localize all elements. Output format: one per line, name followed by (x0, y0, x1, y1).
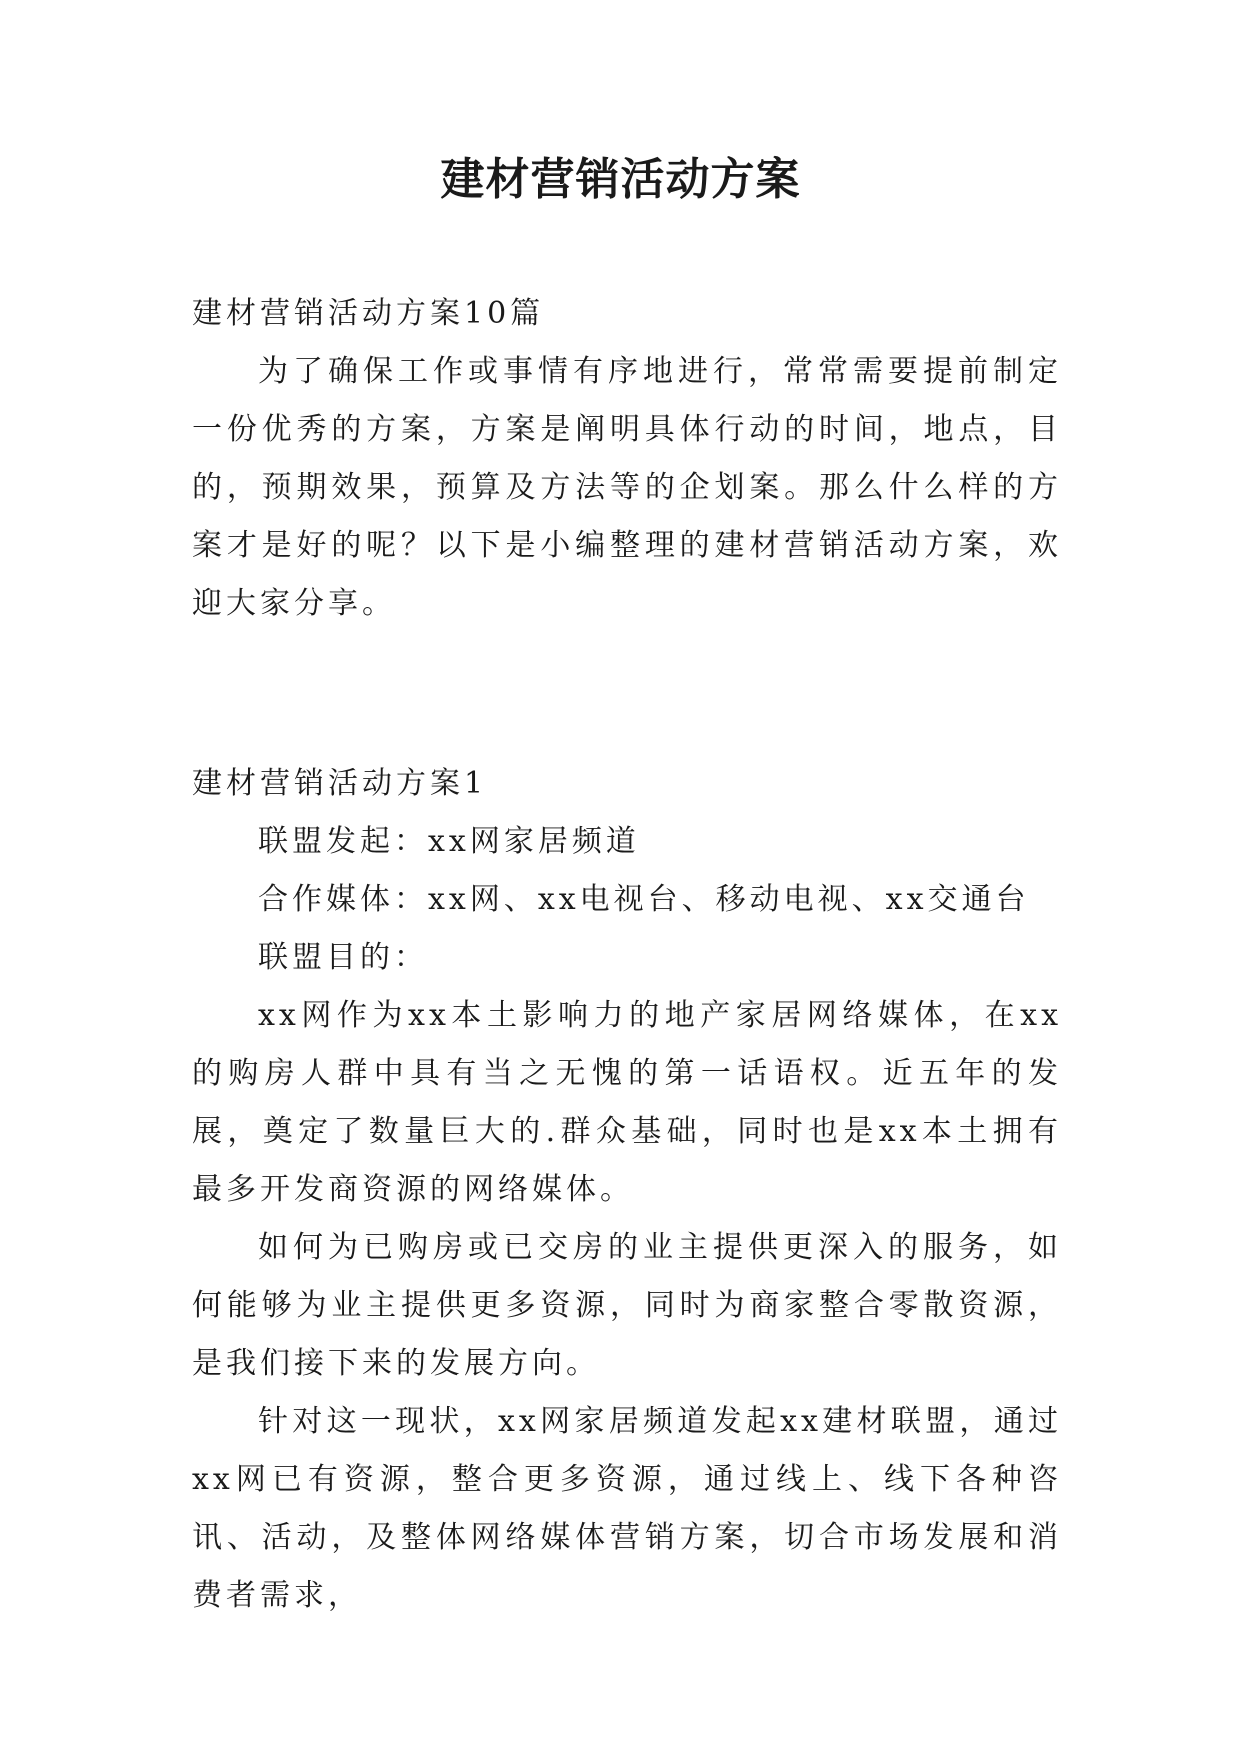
section-1-heading: 建材营销活动方案1 (192, 766, 488, 801)
collection-heading: 建材营销活动方案10篇 (192, 296, 545, 331)
body-paragraph: xx网作为xx本土影响力的地产家居网络媒体，在xx的购房人群中具有当之无愧的第一话语权。近五年的发展，奠定了数量巨大的.群众基础，同时也是xx本土拥有最多开发商资源的网络媒体。 (192, 998, 1062, 1207)
body-paragraph: 针对这一现状，xx网家居频道发起xx建材联盟，通过xx网已有资源，整合更多资源，通过线上、线下各种咨讯、活动，及整体网络媒体营销方案，切合市场发展和消费者需求， (192, 1404, 1062, 1613)
purpose-label: 联盟目的： (258, 940, 428, 975)
intro-paragraph: 为了确保工作或事情有序地进行，常常需要提前制定一份优秀的方案，方案是阐明具体行动的时间，地点，目的，预期效果，预算及方法等的企划案。那么什么样的方案才是好的呢？以下是小编整理的建材营销活动方案，欢迎大家分享。 (192, 354, 1062, 621)
document-title: 建材营销活动方案 (440, 154, 801, 205)
section-1 (192, 755, 1062, 1625)
initiator-line: 联盟发起：xx网家居频道 (258, 824, 640, 859)
body-paragraph: 如何为已购房或已交房的业主提供更深入的服务，如何能够为业主提供更多资源，同时为商家整合零散资源，是我们接下来的发展方向。 (192, 1230, 1062, 1381)
intro-block (192, 285, 1062, 633)
media-line: 合作媒体：xx网、xx电视台、移动电视、xx交通台 (258, 882, 1030, 917)
